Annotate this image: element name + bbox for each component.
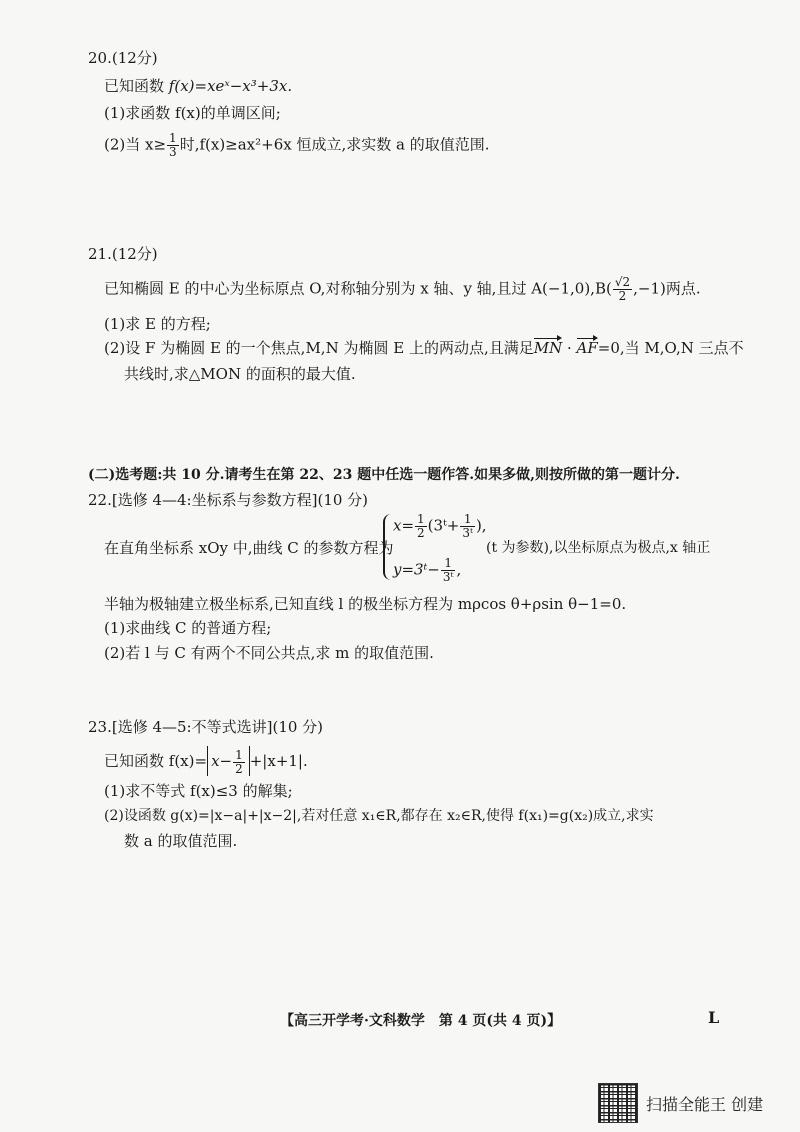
eq-x-frac — [415, 513, 427, 540]
q23-header: 23.[选修 4—5:不等式选讲](10 分) — [88, 718, 324, 736]
q22-param-note: (t 为参数),以坐标原点为极点,x 轴正 — [486, 540, 711, 556]
q22-part2: (2)若 l 与 C 有两个不同公共点,求 m 的取值范围. — [104, 644, 434, 662]
q21-stem — [104, 276, 701, 303]
eq-y-frac — [441, 557, 456, 584]
q22-part1: (1)求曲线 C 的普通方程; — [104, 619, 272, 637]
q23-part2: (2)设函数 g(x)=|x−a|+|x−2|,若对任意 x₁∈R,都存在 x₂∈R,使得 f(x₁)=g(x₂)成立,求实 — [104, 808, 654, 824]
q22-stem-prefix: 在直角坐标系 xOy 中,曲线 C 的参数方程为 — [104, 539, 394, 557]
q22-line2: 半轴为极轴建立极坐标系,已知直线 l 的极坐标方程为 mρcos θ+ρsin θ−1=0. — [104, 595, 627, 613]
q20-part1: (1)求函数 f(x)的单调区间; — [104, 104, 281, 122]
q20-formula: f(x)=xeˣ−x³+3x. — [168, 77, 293, 95]
fraction-numerator: 1 — [169, 131, 177, 145]
fraction-denominator: 3ᵗ — [462, 526, 473, 540]
q21-stem-suffix: ,−1)两点. — [633, 279, 701, 298]
q23-part1: (1)求不等式 f(x)≤3 的解集; — [104, 782, 293, 800]
q21-part2-line2: 共线时,求△MON 的面积的最大值. — [124, 365, 356, 383]
fraction-numerator: 1 — [235, 747, 243, 762]
q20-stem — [104, 76, 292, 96]
eq-y-prefix: y=3ᵗ− — [393, 560, 440, 579]
absolute-value — [207, 746, 250, 776]
q21-header: 21.(12分) — [88, 245, 158, 263]
eq-x-suffix: ), — [475, 516, 487, 535]
q21-part2 — [104, 338, 744, 358]
q22-header: 22.[选修 4—4:坐标系与参数方程](10 分) — [88, 491, 369, 509]
version-letter: L — [708, 1008, 720, 1027]
fraction-numerator: 1 — [460, 513, 475, 527]
eq-x-prefix: x= — [393, 516, 415, 535]
section2-title: (二)选考题:共 10 分.请考生在第 22、23 题中任选一题作答.如果多做,则按所做的第一题计分. — [88, 467, 680, 483]
system-brace — [383, 514, 393, 580]
dot-operator: · — [562, 339, 577, 357]
q21-part2-prefix: (2)设 F 为椭圆 E 的一个焦点,M,N 为椭圆 E 上的两动点,且满足 — [104, 339, 534, 357]
q20-part2-prefix: (2)当 x≥ — [104, 135, 167, 154]
qr-code-icon — [598, 1083, 638, 1123]
q23-stem — [104, 746, 308, 776]
q23-part2-line2: 数 a 的取值范围. — [124, 832, 238, 850]
fraction-numerator: 1 — [417, 512, 425, 526]
fraction-denominator: 2 — [235, 761, 243, 776]
fraction-denominator: 3ᵗ — [442, 570, 454, 584]
eq-y-suffix: , — [456, 560, 462, 579]
q20-fraction — [167, 132, 179, 159]
eq-x-mid: (3ᵗ+ — [427, 516, 460, 535]
q20-part2 — [104, 132, 490, 159]
q21-stem-prefix: 已知椭圆 E 的中心为坐标原点 O,对称轴分别为 x 轴、y 轴,且过 A(−1,0),B( — [104, 279, 612, 298]
q20-header: 20.(12分) — [88, 49, 158, 67]
q20-part2-suffix: 时,f(x)≥ax²+6x 恒成立,求实数 a 的取值范围. — [179, 135, 490, 154]
scanner-watermark: 扫描全能王 创建 — [646, 1095, 764, 1114]
fraction-denominator: 2 — [618, 289, 627, 303]
q23-stem-suffix: +|x+1|. — [249, 752, 308, 770]
fraction-numerator: 1 — [441, 557, 456, 571]
abs-frac — [233, 749, 245, 776]
vector-mn: MN — [533, 339, 563, 357]
fraction-denominator: 2 — [417, 526, 425, 540]
page-footer: 【高三开学考·文科数学 第 4 页(共 4 页)】 — [280, 1013, 562, 1029]
fraction-denominator: 3 — [169, 145, 177, 159]
q21-part2-suffix: =0,当 M,O,N 三点不 — [597, 339, 744, 357]
q23-stem-prefix: 已知函数 f(x)= — [104, 752, 208, 770]
fraction-numerator: √2 — [614, 275, 631, 289]
q22-eq-x — [393, 513, 487, 540]
abs-prefix: x− — [211, 752, 233, 770]
q22-eq-y — [393, 557, 461, 584]
eq-x-frac2 — [460, 513, 475, 540]
vector-af: AF — [576, 339, 598, 357]
q21-part1: (1)求 E 的方程; — [104, 315, 211, 333]
q20-stem-prefix: 已知函数 — [104, 77, 165, 95]
q21-fraction — [613, 276, 632, 303]
